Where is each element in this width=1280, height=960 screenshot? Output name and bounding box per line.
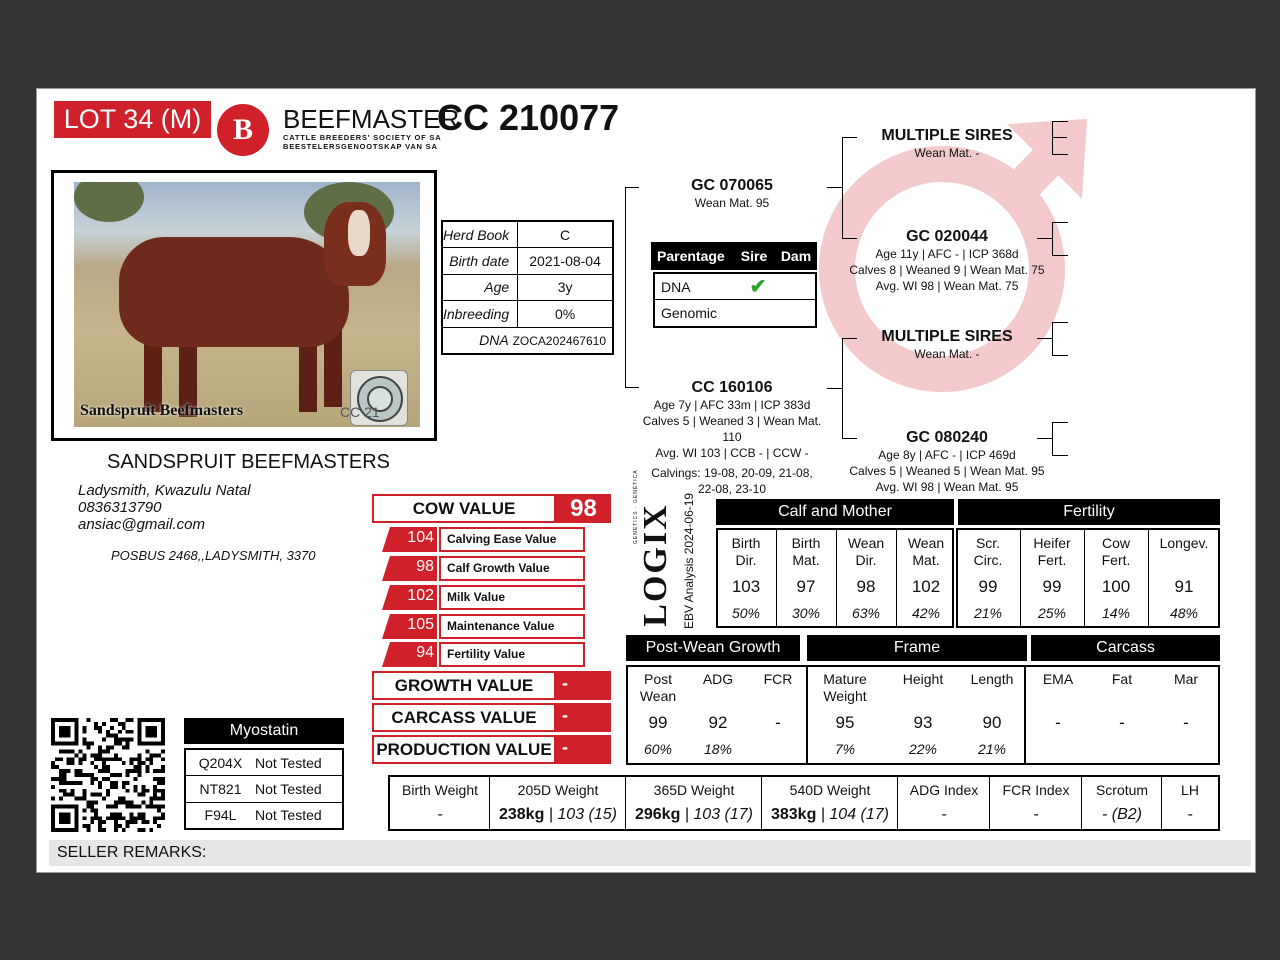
- seller-remarks: SELLER REMARKS:: [49, 840, 1251, 866]
- pedigree-line: [1052, 137, 1067, 138]
- ebv-col-value: -: [1183, 713, 1189, 732]
- ebv-col-label1: Length: [970, 671, 1014, 687]
- column-divider: [1084, 530, 1085, 626]
- pedigree-line: [1052, 355, 1068, 356]
- parentage-box: [653, 272, 817, 328]
- owner-phone: 0836313790: [78, 499, 162, 516]
- milk-label: Milk Value: [439, 585, 585, 610]
- column-divider: [1148, 530, 1149, 626]
- calving-ease-value: 104: [407, 529, 434, 546]
- ebv-col-value: 99: [978, 577, 998, 596]
- weight-value: [898, 806, 990, 824]
- sire-dam-line3: Avg. WI 98 | Wean Mat. 75: [875, 279, 1019, 293]
- ebv-col-value: 92: [708, 713, 728, 732]
- ebv-col-label2: Dir.: [855, 552, 877, 568]
- ebv-col-value: 98: [856, 577, 876, 596]
- pedigree-line: [1052, 121, 1053, 154]
- dam-dam-line3: Avg. WI 98 | Wean Mat. 95: [875, 480, 1019, 494]
- ebv-col-label1: Wean: [907, 535, 945, 551]
- column-divider: [1020, 530, 1021, 626]
- ebv-col-label2: Weight: [823, 688, 867, 704]
- ebv-col-label1: Mature: [823, 671, 867, 687]
- dna-row: [442, 327, 613, 354]
- dam-id: CC 160106: [691, 379, 773, 396]
- weight-label: Scrotum: [1095, 782, 1149, 798]
- ebv-col-value: -: [775, 713, 781, 732]
- owner-address: POSBUS 2468,,LADYSMITH, 3370: [111, 548, 316, 563]
- herd-book-label: Herd Book: [442, 221, 518, 248]
- dam-sire-id: MULTIPLE SIRES: [881, 328, 1013, 345]
- ebv-col-label1: Birth: [791, 535, 821, 551]
- parentage-genomic-label: Genomic: [661, 305, 718, 321]
- myostatin-marker: F94L: [204, 807, 237, 823]
- sire-id: GC 070065: [691, 177, 773, 194]
- myostatin-status: Not Tested: [255, 807, 322, 823]
- parentage-col-label: Parentage: [657, 248, 725, 264]
- ebv-col-label1: Birth: [731, 535, 761, 551]
- fertility-label: Fertility Value: [439, 642, 585, 667]
- animal-photo: [74, 182, 420, 427]
- brand-sub-line1: CATTLE BREEDERS' SOCIETY OF SA: [283, 133, 442, 142]
- ebv-col-label1: Scr.: [975, 535, 1001, 551]
- weight-label: FCR Index: [1002, 782, 1070, 798]
- dam-line3: Avg. WI 103 | CCB - | CCW -: [655, 446, 809, 460]
- weight-value-index: -: [1033, 806, 1039, 823]
- dna-label: DNA: [479, 332, 509, 348]
- photo-caption: Sandspruit Beefmasters: [80, 402, 244, 419]
- herd-book-value: C: [518, 221, 613, 248]
- weight-value: [626, 806, 762, 824]
- sire-sire-id: MULTIPLE SIRES: [881, 127, 1013, 144]
- pedigree-dam-dam: [832, 429, 1062, 495]
- section-divider: [806, 667, 808, 763]
- weight-value-index: -: [941, 806, 947, 823]
- myostatin-row: [185, 802, 343, 829]
- age-value: 3y: [518, 274, 613, 301]
- dam-line1: Age 7y | AFC 33m | ICP 383d: [653, 398, 811, 412]
- maintenance-label: Maintenance Value: [439, 614, 585, 639]
- ebv-col-accuracy: 50%: [731, 605, 761, 621]
- inbreeding-value: 0%: [518, 301, 613, 328]
- owner-contact: [78, 482, 251, 533]
- weight-label: Birth Weight: [402, 782, 478, 798]
- ebv-col-label1: Cow: [1101, 535, 1130, 551]
- dam-line2: Calves 5 | Weaned 3 | Wean Mat. 110: [642, 414, 822, 444]
- ebv-col-label2: Fert.: [1037, 552, 1067, 568]
- pedigree-line: [1052, 222, 1068, 223]
- pedigree-dam-sire: [842, 328, 1052, 362]
- fertility-header: Fertility: [958, 499, 1220, 525]
- parentage-col-sire: Sire: [740, 248, 768, 264]
- dam-dam-line2: Calves 5 | Weaned 5 | Wean Mat. 95: [849, 464, 1045, 478]
- myostatin-row: [185, 776, 343, 803]
- ebv-col-accuracy: 42%: [911, 605, 941, 621]
- calf-growth-label: Calf Growth Value: [439, 556, 585, 581]
- ebv-col-label1: Post: [643, 671, 672, 687]
- milk-value: 102: [407, 587, 434, 604]
- pedigree-line: [1052, 422, 1068, 423]
- column-divider: [897, 777, 898, 829]
- column-divider: [989, 777, 990, 829]
- weight-label: LH: [1181, 782, 1199, 798]
- ebv-col-label1: Height: [902, 671, 944, 687]
- ebv-col-label1: Wean: [847, 535, 885, 551]
- pedigree-line: [1052, 121, 1068, 122]
- column-divider: [836, 530, 837, 626]
- weight-label: ADG Index: [909, 782, 979, 798]
- ebv-col-label1: Longev.: [1159, 535, 1209, 551]
- ebv-col-label2: Circ.: [973, 552, 1003, 568]
- birth-date-value: 2021-08-04: [518, 248, 613, 275]
- ebv-col-value: 95: [835, 713, 855, 732]
- myostatin-table: [184, 748, 344, 830]
- parentage-dna-label: DNA: [661, 278, 691, 295]
- logix-analysis: EBV Analysis 2024-06-19: [682, 492, 696, 629]
- lot-label: LOT 34 (M): [54, 101, 211, 138]
- post-wean-header: Post-Wean Growth: [626, 635, 800, 661]
- carcass-value: -: [556, 703, 611, 732]
- cow-value: 98: [556, 494, 611, 523]
- brand-subtitle: [283, 133, 441, 151]
- ebv-col-accuracy: 63%: [851, 605, 881, 621]
- background-tree: [74, 182, 144, 222]
- ebv-col-label2: Mat.: [792, 552, 820, 568]
- pedigree-sire-dam: [832, 228, 1062, 294]
- myostatin-status: Not Tested: [255, 749, 343, 776]
- ebv-col-value: -: [1055, 713, 1061, 732]
- growth-value: -: [556, 671, 611, 700]
- owner-name: SANDSPRUIT BEEFMASTERS: [107, 451, 391, 473]
- ebv-col-accuracy: 21%: [977, 741, 1007, 757]
- ebv-col-accuracy: 30%: [791, 605, 821, 621]
- animal-id: CC 210077: [437, 97, 620, 138]
- carcass-header: Carcass: [1031, 635, 1220, 661]
- ebv-col-value: 102: [911, 577, 941, 596]
- sire-dam-line1: Age 11y | AFC - | ICP 368d: [875, 247, 1019, 261]
- column-divider: [896, 530, 897, 626]
- ebv-col-value: 90: [982, 713, 1002, 732]
- sire-dam-id: GC 020044: [906, 228, 988, 245]
- pedigree-line: [1052, 322, 1053, 355]
- ebv-col-label1: Fat: [1111, 671, 1133, 687]
- sire-dam-line2: Calves 8 | Weaned 9 | Wean Mat. 75: [849, 263, 1045, 277]
- lot-card: [36, 88, 1256, 873]
- weight-value-kg: 296kg: [634, 806, 681, 823]
- myostatin-marker: Q204X: [185, 749, 255, 776]
- column-divider: [761, 777, 762, 829]
- ebv-col-value: 99: [648, 713, 668, 732]
- ebv-col-value: 91: [1174, 577, 1194, 596]
- weight-value: [1162, 806, 1218, 824]
- ebv-col-value: 97: [796, 577, 816, 596]
- ebv-col-label2: Mat.: [912, 552, 940, 568]
- dam-line4: Calvings: 19-08, 20-09, 21-08,: [651, 466, 813, 480]
- cow-face: [348, 210, 370, 256]
- cow-value-label: COW VALUE: [372, 494, 556, 523]
- ebv-col-accuracy: 25%: [1037, 605, 1067, 621]
- ebv-col-label1: Heifer: [1033, 535, 1071, 551]
- ebv-col-accuracy: 21%: [973, 605, 1003, 621]
- weight-label: 205D Weight: [517, 782, 599, 798]
- ebv-col-label2: Dir.: [735, 552, 757, 568]
- calving-ease-label: Calving Ease Value: [439, 527, 585, 552]
- fertility-value: 94: [416, 644, 434, 661]
- pedigree-line: [827, 187, 842, 188]
- column-divider: [1161, 777, 1162, 829]
- ebv-col-value: 100: [1101, 577, 1131, 596]
- weight-value-index: -: [1187, 806, 1193, 823]
- pedigree-sire: [637, 177, 827, 211]
- dam-dam-line1: Age 8y | AFC - | ICP 469d: [878, 448, 1016, 462]
- cow-body: [119, 237, 349, 347]
- calf-mother-header: Calf and Mother: [716, 499, 954, 525]
- weight-value: [490, 806, 626, 824]
- sire-sire-line1: Wean Mat. -: [914, 146, 980, 160]
- ebv-col-accuracy: 60%: [643, 741, 673, 757]
- growth-value-label: GROWTH VALUE: [372, 671, 556, 700]
- weight-value: [1082, 806, 1162, 824]
- myostatin-marker: NT821: [185, 776, 255, 803]
- pedigree-line: [1052, 322, 1068, 323]
- age-label: Age: [442, 274, 518, 301]
- ebv-col-label1: EMA: [1042, 671, 1074, 687]
- ebv-col-label2: Fert.: [1101, 552, 1131, 568]
- weight-value-index: -: [437, 806, 443, 823]
- myostatin-status: Not Tested: [255, 776, 343, 803]
- myostatin-header: Myostatin: [184, 718, 344, 744]
- calf-growth-value: 98: [416, 558, 434, 575]
- inbreeding-label: Inbreeding: [442, 301, 518, 328]
- pedigree-line: [625, 187, 626, 388]
- ebv-col-label1: Mar: [1173, 671, 1199, 687]
- weight-value: [990, 806, 1082, 824]
- sire-line1: Wean Mat. 95: [694, 196, 770, 210]
- dam-dam-id: GC 080240: [906, 429, 988, 446]
- ebv-col-accuracy: 48%: [1169, 605, 1199, 621]
- dam-sire-line1: Wean Mat. -: [914, 347, 980, 361]
- ebv-col-accuracy: 7%: [834, 741, 856, 757]
- animal-info-table: [441, 220, 614, 355]
- section-divider: [1024, 667, 1026, 763]
- logo-letter: B: [232, 113, 253, 146]
- frame-header: Frame: [807, 635, 1027, 661]
- qr-code-icon: [51, 718, 165, 832]
- weight-value: [390, 806, 490, 824]
- pedigree-line: [1052, 154, 1068, 155]
- carcass-value-label: CARCASS VALUE: [372, 703, 556, 732]
- parentage-col-dam: Dam: [780, 248, 812, 264]
- weight-value-index: | 103 (15): [544, 806, 617, 823]
- production-value-label: PRODUCTION VALUE: [372, 735, 556, 764]
- production-value: -: [556, 735, 611, 764]
- brand-name: BEEFMASTER: [283, 104, 460, 134]
- maintenance-value: 105: [407, 616, 434, 633]
- ebv-col-label1: ADG: [702, 671, 734, 687]
- myostatin-row: [185, 749, 343, 776]
- weight-value-index: - (B2): [1102, 806, 1142, 823]
- parentage-genomic-row: [655, 300, 815, 326]
- brand-sub-line2: BEESTELERSGENOOTSKAP VAN SA: [283, 142, 438, 151]
- logix-tag: GENETICS · GENÉTICA: [633, 469, 639, 544]
- owner-email: ansiac@gmail.com: [78, 516, 205, 533]
- parentage-header: [651, 242, 817, 270]
- birth-date-label: Birth date: [442, 248, 518, 275]
- logix-name: LOGIX: [637, 503, 674, 627]
- dam-line5: 22-08, 23-10: [697, 482, 767, 496]
- ebv-col-value: -: [1119, 713, 1125, 732]
- pedigree-sire-sire: [842, 127, 1052, 161]
- weight-label: 365D Weight: [653, 782, 735, 798]
- ebv-col-accuracy: 14%: [1101, 605, 1131, 621]
- ebv-col-accuracy: 22%: [908, 741, 938, 757]
- pedigree-dam: [632, 379, 832, 497]
- weight-value-index: | 103 (17): [680, 806, 753, 823]
- column-divider: [625, 777, 626, 829]
- weight-value: [762, 806, 898, 824]
- ebv-col-value: 103: [731, 577, 761, 596]
- ebv-col-value: 93: [913, 713, 933, 732]
- owner-location: Ladysmith, Kwazulu Natal: [78, 482, 251, 499]
- photo-frame: [51, 170, 437, 441]
- weight-value-kg: 238kg: [498, 806, 545, 823]
- weight-value-index: | 104 (17): [816, 806, 889, 823]
- dna-value: ZOCA202467610: [512, 334, 606, 348]
- column-divider: [489, 777, 490, 829]
- ebv-col-value: 99: [1042, 577, 1062, 596]
- weight-value-kg: 383kg: [770, 806, 817, 823]
- parentage-dna-row: [655, 274, 815, 300]
- ebv-col-accuracy: 18%: [703, 741, 733, 757]
- photo-watermark-id: CC 21: [340, 404, 380, 420]
- weight-label: 540D Weight: [789, 782, 871, 798]
- ebv-col-label2: Wean: [639, 688, 677, 704]
- check-icon: ✔: [749, 276, 767, 298]
- column-divider: [1081, 777, 1082, 829]
- ebv-col-label1: FCR: [763, 671, 793, 687]
- column-divider: [776, 530, 777, 626]
